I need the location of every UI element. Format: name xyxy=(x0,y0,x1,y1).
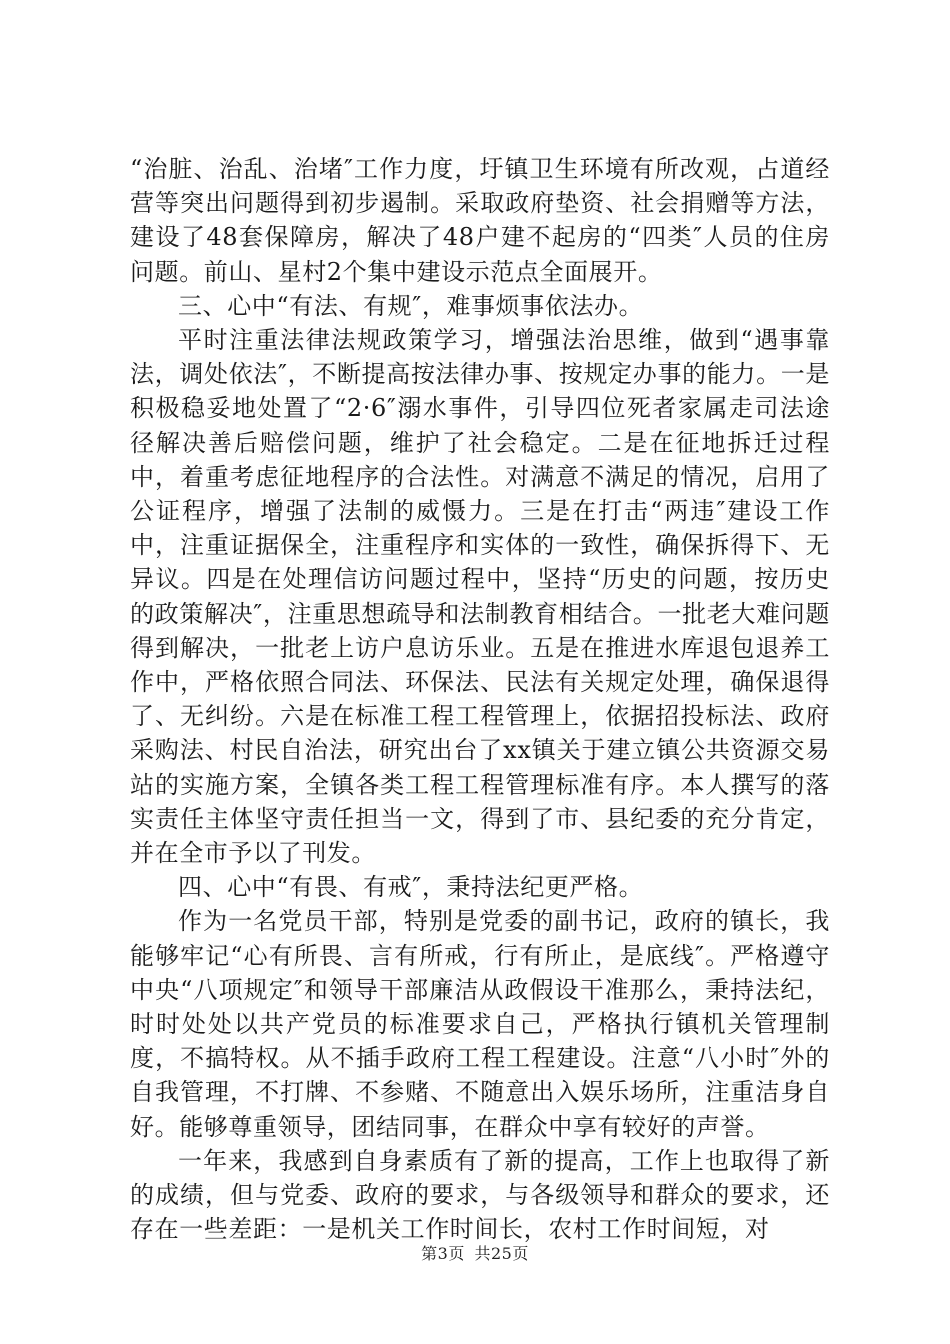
page-total: 共25页 xyxy=(474,1244,529,1263)
paragraph-summary: 一年来，我感到自身素质有了新的提高，工作上也取得了新的成绩，但与党委、政府的要求，与各级领导和群众的要求，还存在一些差距：一是机关工作时间长，农村工作时间短，对 xyxy=(130,1146,830,1244)
document-body xyxy=(130,152,830,1247)
section-heading-discipline: 四、心中“有畏、有戒″，秉持法纪更严格。 xyxy=(178,873,644,902)
page-number: 第3页 xyxy=(421,1244,465,1263)
paragraph-law: 平时注重法律法规政策学习，增强法治思维，做到“遇事靠法，调处依法″，不断提高按法律办事、按规定办事的能力。一是积极稳妥地处置了“2·6″溺水事件，引导四位死者家属走司法途径解决善后赔偿问题，维护了社会稳定。二是在征地拆迁过程中，着重考虑征地程序的合法性。对满意不满足的情况，启用了公证程序，增强了法制的威慑力。三是在打击“两违″建设工作中，注重证据保全，注重程序和实体的一致性，确保拆得下、无异议。四是在处理信访问题过程中，坚持“历史的问题，按历史的政策解决″，注重思想疏导和法制教育相结合。一批老大难问题得到解决，一批老上访户息访乐业。五是在推进水库退包退养工作中，严格依照合同法、环保法、民法有关规定处理，确保退得了、无纠纷。六是在标准工程工程管理上，依据招投标法、政府采购法、村民自治法，研究出台了xx镇关于建立镇公共资源交易站的实施方案，全镇各类工程工程管理标准有序。本人撰写的落实责任主体坚守责任担当一文，得到了市、县纪委的充分肯定，并在全市予以了刊发。 xyxy=(130,326,830,868)
paragraph-sanitation: “治脏、治乱、治堵″工作力度，圩镇卫生环境有所改观，占道经营等突出问题得到初步遏制。采取政府垫资、社会捐赠等方法，建设了48套保障房，解决了48户建不起房的“四类″人员的住房问题。前山、星村2个集中建设示范点全面展开。 xyxy=(130,155,830,286)
section-heading-law: 三、心中“有法、有规″，难事烦事依法办。 xyxy=(178,291,644,320)
page-footer xyxy=(0,1241,950,1264)
paragraph-discipline: 作为一名党员干部，特别是党委的副书记，政府的镇长，我能够牢记“心有所畏、言有所戒，行有所止，是底线″。严格遵守中央“八项规定″和领导干部廉洁从政假设干准那么，秉持法纪，时时处处以共产党员的标准要求自己，严格执行镇机关管理制度，不搞特权。从不插手政府工程工程建设。注意“八小时″外的自我管理，不打牌、不参赌、不随意出入娱乐场所，注重洁身自好。能够尊重领导，团结同事，在群众中享有较好的声誉。 xyxy=(130,907,830,1141)
